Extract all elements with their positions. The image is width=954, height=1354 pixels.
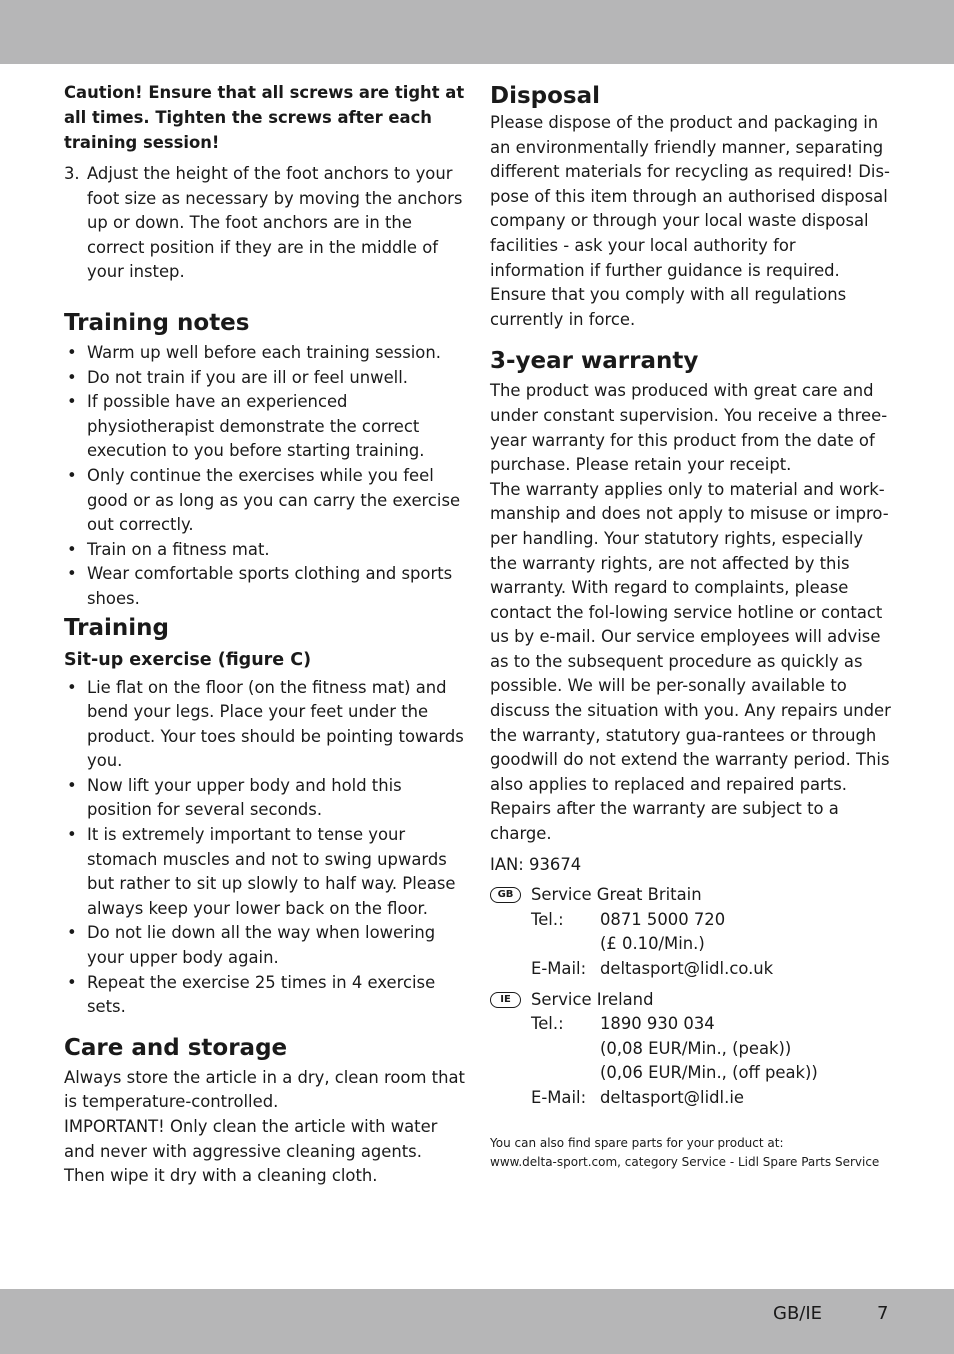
service-ie-title: Service Ireland [531,989,654,1009]
left-column [64,78,467,1189]
warranty-paragraph-2: The warranty applies only to material and work-manship and does not apply to misuse or impro-per handling. Your statutory rights, especially the warranty rights, are not affected by this warranty. With regard to complaints, please contact the fol-lowing service hotline or contact us by e-mail. Our service employees will advise as to the subsequent procedure as quickly as possible. We will be per-sonally available to discuss the situation with you. Any repairs under the warranty, statutory gua-rantees or through goodwill do not extend the warranty period. This also applies to replaced and repaired parts. [490,479,891,794]
step-3 [64,162,467,285]
list-item: • If possible have an experienced physiotherapist demonstrate the correct execution to you before starting training. [64,390,467,464]
right-column [490,78,894,1173]
ian-number: IAN: 93674 [490,854,582,874]
service-gb-title: Service Great Britain [531,885,702,905]
care-paragraph-1: Always store the article in a dry, clean room that is temperature-controlled. [64,1067,465,1112]
gb-phone: 0871 5000 720 [600,909,726,929]
training-list [64,676,467,1020]
ie-email: deltasport@lidl.ie [600,1087,744,1107]
list-item: • Do not lie down all the way when lowering your upper body again. [64,921,467,970]
gb-phone-rate: (£ 0.10/Min.) [600,934,705,954]
service-gb [490,883,894,981]
warranty-paragraph-3: Repairs after the warranty are subject to a charge. [490,799,839,844]
warranty-paragraph-1: The product was produced with great care and under constant supervision. You receive a three-year warranty for this product from the date of purchase. Please retain your receipt. [490,381,888,475]
list-item: • Only continue the exercises while you feel good or as long as you can carry the exercise out correctly. [64,464,467,538]
list-item: • Wear comfortable sports clothing and sports shoes. [64,562,467,611]
email-label: E-Mail: [531,959,587,978]
footer-language: GB/IE [773,1303,823,1324]
warranty-heading: 3-year warranty [490,348,699,375]
disposal-heading: Disposal [490,83,601,109]
list-item: • Do not train if you are ill or feel unwell. [64,366,467,391]
email-label: E-Mail: [531,1087,587,1107]
tel-label: Tel.: [531,1014,564,1034]
ie-phone: 1890 930 034 [600,1014,715,1034]
tel-label: Tel.: [531,909,564,929]
training-notes-list [64,341,467,612]
training-notes-heading: Training notes [64,309,250,336]
care-paragraph-2: IMPORTANT! Only clean the article with water and never with aggressive cleaning agents. Then wipe it dry with a cleaning cloth. [64,1117,438,1186]
ie-phone-rate-peak: (0,08 EUR/Min., (peak)) [600,1038,792,1058]
page-number: 7 [877,1303,889,1324]
gb-badge-icon: GB [490,887,521,903]
list-item: • Lie flat on the floor (on the fitness mat) and bend your legs. Place your feet under the product. Your toes should be pointing towards you. [64,676,467,774]
list-item: • It is extremely important to tense your stomach muscles and not to swing upwards but rather to sit up slowly to half way. Please always keep your lower back on the floor. [64,823,467,921]
spare-parts-note: You can also find spare parts for your product at: [490,1135,784,1150]
spare-parts-url: www.delta-sport.com, category Service - Lidl Spare Parts Service [490,1155,880,1170]
situp-subheading: Sit-up exercise (figure C) [64,649,312,670]
training-heading: Training [64,614,170,641]
ie-badge-icon: IE [490,992,521,1008]
care-heading: Care and storage [64,1034,288,1061]
step-number: 3. [64,164,80,183]
header-bar [0,0,954,64]
disposal-text: Please dispose of the product and packaging in an environmentally friendly manner, separating different materials for recycling as required! Dis-pose of this item through an authorised disposal company or through your local waste disposal facilities - ask your local authority for information if further guidance is required. Ensure that you comply with all regulations currently in force. [490,113,890,329]
ie-phone-rate-offpeak: (0,06 EUR/Min., (off peak)) [600,1063,818,1083]
list-item: • Now lift your upper body and hold this position for several seconds. [64,774,467,823]
list-item: • Train on a fitness mat. [64,538,467,563]
caution-note: Caution! Ensure that all screws are tight at all times. Tighten the screws after each training session! [64,83,465,152]
service-ie [490,988,894,1111]
gb-email: deltasport@lidl.co.uk [600,959,774,978]
list-item: • Repeat the exercise 25 times in 4 exercise sets. [64,971,467,1020]
step-text: Adjust the height of the foot anchors to your foot size as necessary by moving the anchors up or down. The foot anchors are in the correct position if they are in the middle of your instep. [87,164,463,282]
list-item: • Warm up well before each training session. [64,341,467,366]
